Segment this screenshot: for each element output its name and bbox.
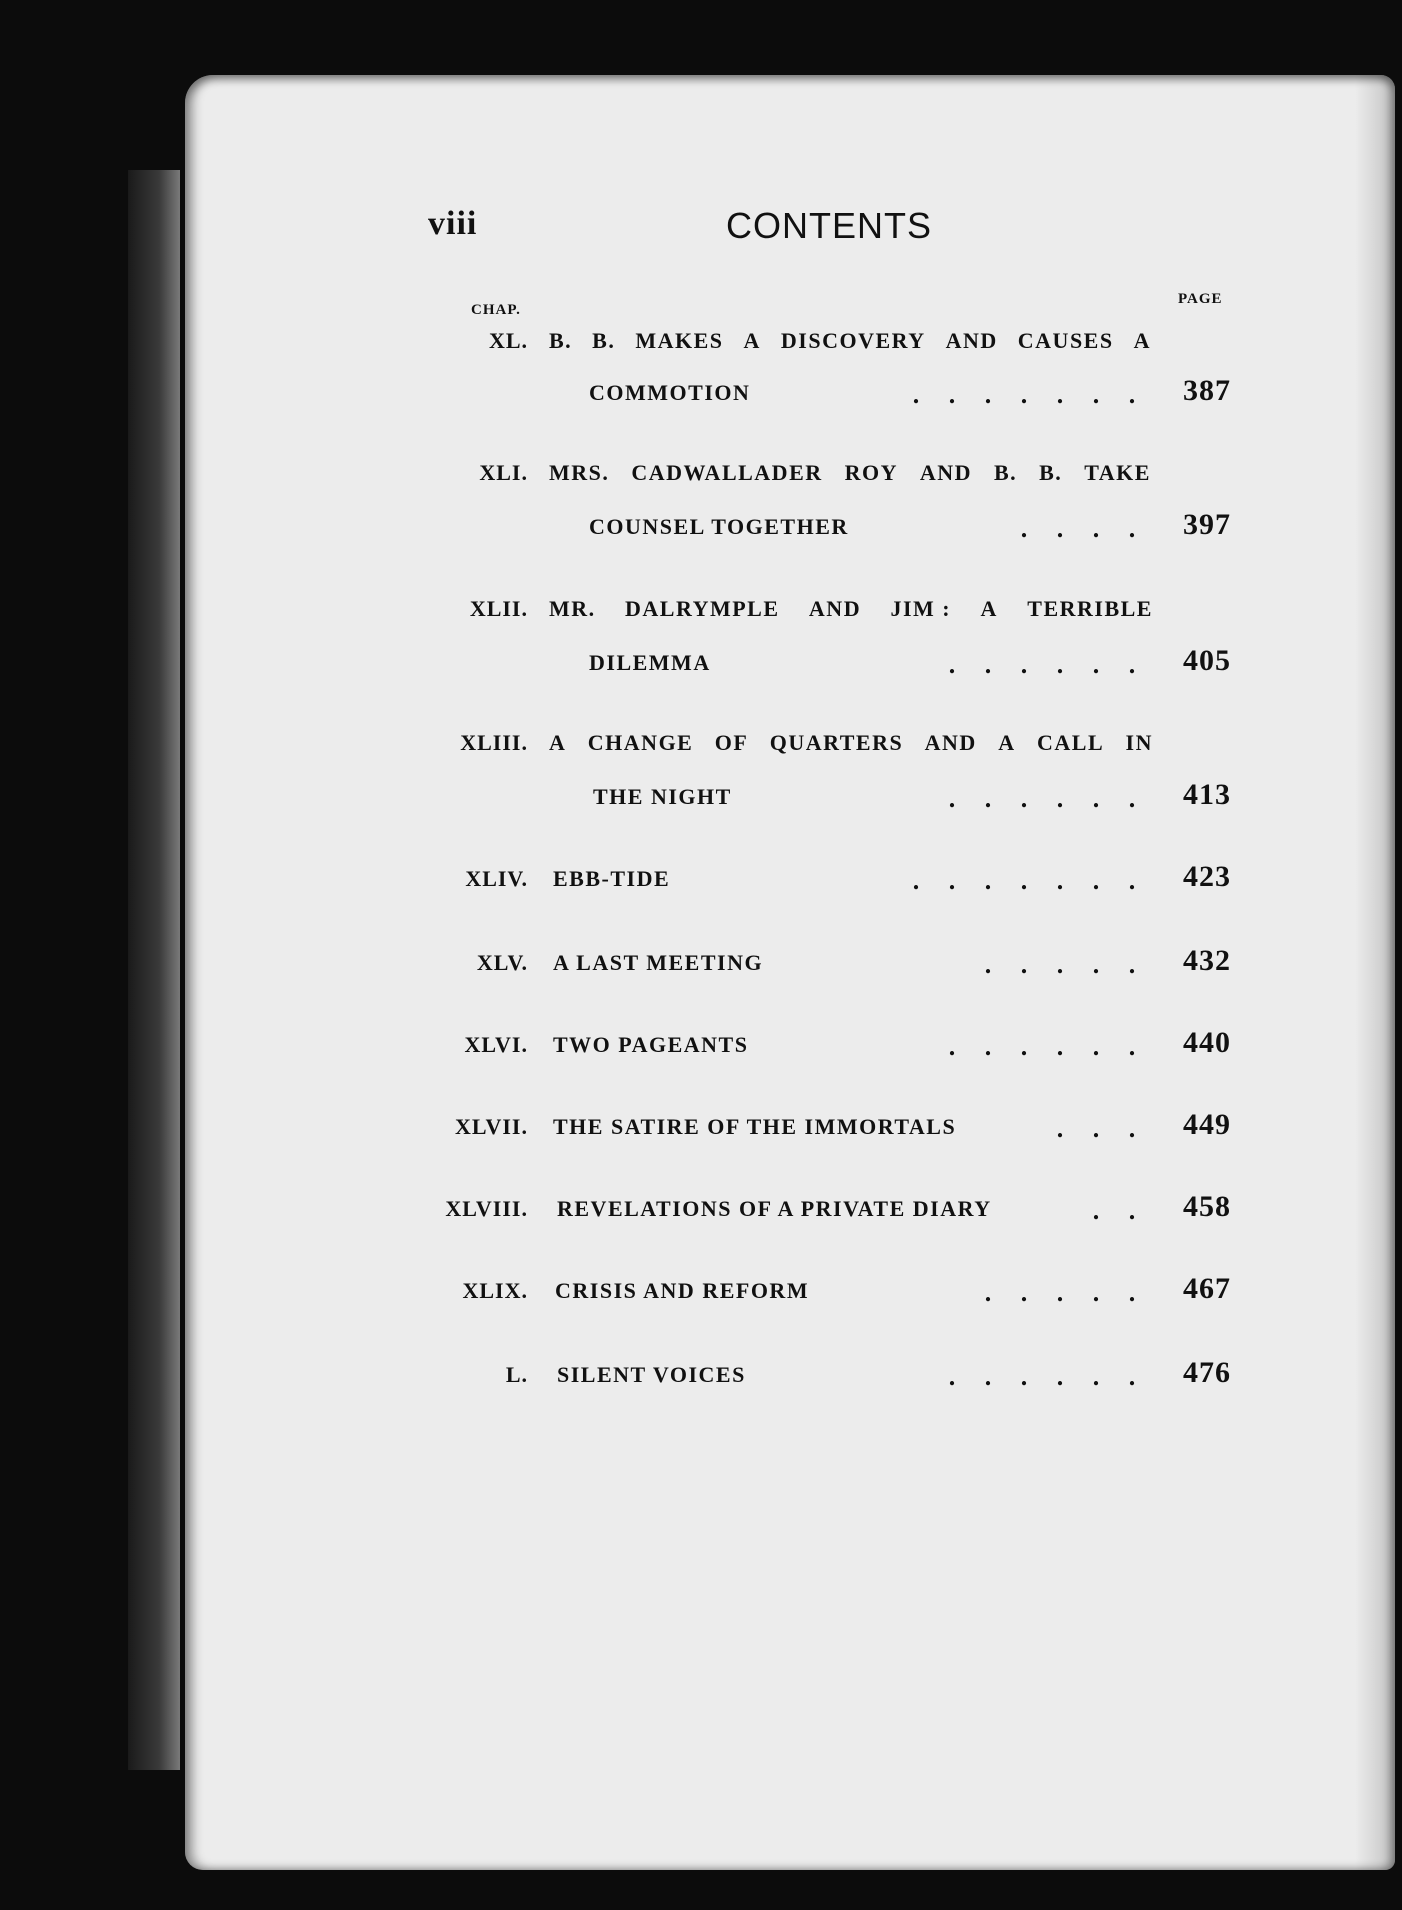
chapter-number: XLVII. [454, 1114, 528, 1139]
dot-leader: . . . . . . [948, 784, 1136, 813]
dot-leader: . . [1092, 1196, 1136, 1225]
chapter-title-line2: COUNSEL TOGETHER [589, 514, 849, 539]
page-title: CONTENTS [726, 205, 932, 246]
page-ref: 423 [1183, 860, 1231, 893]
chapter-number: XLIII. [460, 730, 528, 755]
chapter-title: REVELATIONS OF A PRIVATE DIARY [557, 1196, 992, 1221]
chapter-title-line1: B. B. MAKES A DISCOVERY AND CAUSES A [549, 328, 1151, 353]
page-ref: 387 [1183, 374, 1231, 407]
chapter-number: XL. [488, 328, 528, 353]
toc-entry [0, 730, 1402, 770]
chapter-title: A LAST MEETING [553, 950, 764, 975]
dot-leader: . . . . . . . [912, 380, 1136, 409]
chapter-number: XLV. [476, 950, 528, 975]
toc-entry [0, 596, 1402, 636]
chapter-number: XLVI. [464, 1032, 528, 1057]
dot-leader: . . . . . . [948, 1032, 1136, 1061]
toc-entry [0, 328, 1402, 368]
chapter-title: TWO PAGEANTS [553, 1032, 749, 1057]
toc-entry [0, 860, 1402, 906]
toc-entry-continuation [0, 778, 1402, 824]
page-column-label: PAGE [1178, 291, 1223, 307]
toc-entry-continuation [0, 644, 1402, 690]
dot-leader: . . . . . [984, 1278, 1136, 1307]
chapter-title: THE SATIRE OF THE IMMORTALS [553, 1114, 957, 1139]
dot-leader: . . . [1056, 1114, 1136, 1143]
page-ref: 449 [1183, 1108, 1231, 1141]
dot-leader: . . . . . . [948, 1362, 1136, 1391]
page-ref: 405 [1183, 644, 1231, 677]
chapter-title-line1: A CHANGE OF QUARTERS AND A CALL IN [549, 730, 1153, 755]
chapter-number: XLVIII. [445, 1196, 528, 1221]
dot-leader: . . . . . . . [912, 866, 1136, 895]
toc-entry [0, 1026, 1402, 1072]
chapter-title-line1: MRS. CADWALLADER ROY AND B. B. TAKE [549, 460, 1151, 485]
page-number: viii [428, 205, 478, 242]
page-ref: 458 [1183, 1190, 1231, 1223]
chapter-title-line2: DILEMMA [589, 650, 711, 675]
chapter-title-line2: COMMOTION [589, 380, 751, 405]
toc-entry [0, 1356, 1402, 1402]
dot-leader: . . . . [1020, 514, 1136, 543]
toc-entry [0, 1190, 1402, 1236]
chapter-title: CRISIS AND REFORM [555, 1278, 810, 1303]
chapter-title-line2: THE NIGHT [593, 784, 732, 809]
chapter-title: EBB-TIDE [553, 866, 671, 891]
toc-entry [0, 944, 1402, 990]
chapter-title: SILENT VOICES [557, 1362, 746, 1387]
dot-leader: . . . . . [984, 950, 1136, 979]
toc-entry [0, 1108, 1402, 1154]
page-ref: 440 [1183, 1026, 1231, 1059]
chapter-number: XLI. [479, 460, 528, 485]
page-header [0, 205, 1402, 255]
chapter-number: XLII. [469, 596, 528, 621]
chapter-number: XLIV. [465, 866, 528, 891]
chapter-number: XLIX. [462, 1278, 528, 1303]
toc-entry [0, 1272, 1402, 1318]
page-ref: 476 [1183, 1356, 1231, 1389]
dot-leader: . . . . . . [948, 650, 1136, 679]
chap-column-label: CHAP. [471, 302, 521, 318]
page-ref: 432 [1183, 944, 1231, 977]
toc-entry-continuation [0, 374, 1402, 420]
page-ref: 413 [1183, 778, 1231, 811]
page-ref: 397 [1183, 508, 1231, 541]
page-ref: 467 [1183, 1272, 1231, 1305]
chapter-number: L. [505, 1362, 528, 1387]
toc-entry-continuation [0, 508, 1402, 554]
chapter-title-line1: MR. DALRYMPLE AND JIM : A TERRIBLE [549, 596, 1153, 621]
toc-entry [0, 460, 1402, 500]
